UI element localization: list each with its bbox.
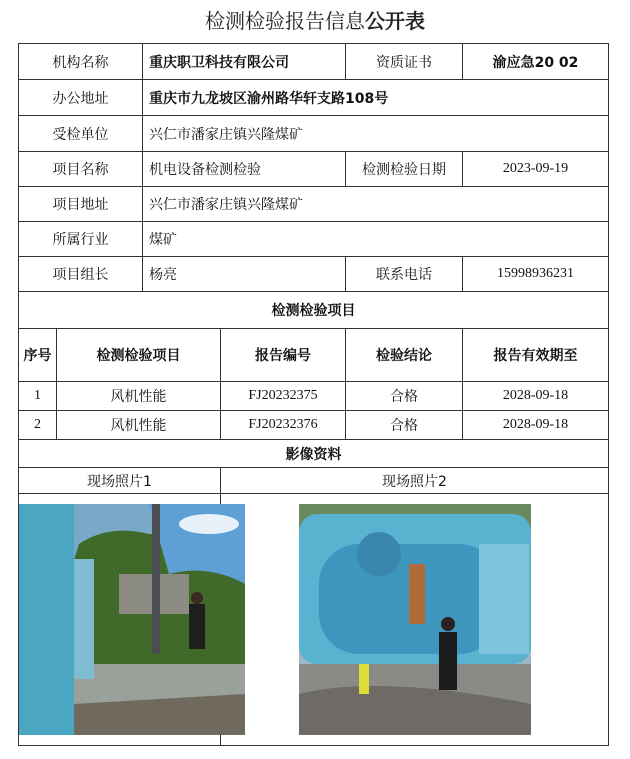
addr-label: 办公地址 (19, 80, 143, 116)
row-valid-until: 2028-09-18 (463, 382, 609, 411)
site-photo-2 (299, 504, 531, 735)
addr-value: 重庆市九龙坡区渝州路华轩支路108号 (143, 80, 609, 116)
header-index: 序号 (19, 329, 57, 382)
header-conclusion: 检验结论 (346, 329, 463, 382)
row-report-no: FJ20232376 (221, 411, 346, 440)
photo2-cell (221, 494, 609, 746)
photo2-label: 现场照片2 (221, 468, 609, 494)
industry-value: 煤矿 (143, 222, 609, 257)
unit-label: 受检单位 (19, 116, 143, 152)
row-conclusion: 合格 (346, 411, 463, 440)
phone-label: 联系电话 (346, 257, 463, 292)
leader-label: 项目组长 (19, 257, 143, 292)
items-section-title: 检测检验项目 (19, 292, 609, 329)
site-label: 项目地址 (19, 187, 143, 222)
unit-value: 兴仁市潘家庄镇兴隆煤矿 (143, 116, 609, 152)
page-title (0, 6, 630, 36)
photo1-image (19, 504, 245, 735)
header-valid-until: 报告有效期至 (463, 329, 609, 382)
date-label: 检测检验日期 (346, 152, 463, 187)
proj-label: 项目名称 (19, 152, 143, 187)
header-report-no: 报告编号 (221, 329, 346, 382)
photo2-image (299, 504, 531, 735)
org-value: 重庆职卫科技有限公司 (143, 44, 346, 80)
table-row (19, 411, 609, 440)
table-row (19, 382, 609, 411)
header-item: 检测检验项目 (57, 329, 221, 382)
cert-label: 资质证书 (346, 44, 463, 80)
date-value: 2023-09-19 (463, 152, 609, 187)
photo1-cell (19, 494, 221, 746)
proj-value: 机电设备检测检验 (143, 152, 346, 187)
org-label: 机构名称 (19, 44, 143, 80)
industry-label: 所属行业 (19, 222, 143, 257)
phone-value: 15998936231 (463, 257, 609, 292)
leader-value: 杨亮 (143, 257, 346, 292)
site-value: 兴仁市潘家庄镇兴隆煤矿 (143, 187, 609, 222)
row-index: 2 (19, 411, 57, 440)
row-conclusion: 合格 (346, 382, 463, 411)
report-table (18, 43, 609, 746)
site-photo-1 (19, 504, 245, 735)
title-bold-text: 公开表 (365, 9, 425, 33)
row-item: 风机性能 (57, 411, 221, 440)
row-index: 1 (19, 382, 57, 411)
images-section-title: 影像资料 (19, 440, 609, 468)
row-item: 风机性能 (57, 382, 221, 411)
row-report-no: FJ20232375 (221, 382, 346, 411)
title-text: 检测检验报告信息 (205, 9, 365, 33)
row-valid-until: 2028-09-18 (463, 411, 609, 440)
photo1-label: 现场照片1 (19, 468, 221, 494)
cert-value: 渝应急20 02 (463, 44, 609, 80)
